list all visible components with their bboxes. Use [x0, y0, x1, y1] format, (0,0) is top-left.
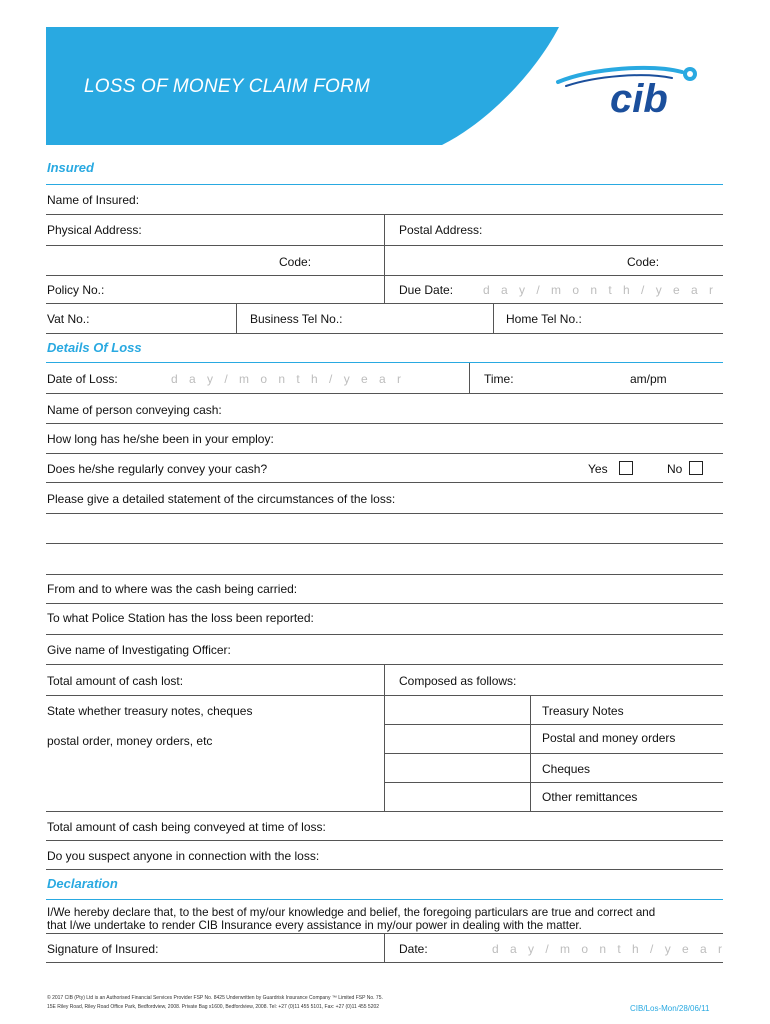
breakdown-other-remittances: Other remittances — [542, 790, 638, 804]
rule — [46, 333, 723, 334]
physical-address-label: Physical Address: — [47, 223, 142, 237]
declaration-text-line-1: I/We hereby declare that, to the best of my/our knowledge and belief, the foregoing particulars are true and correct and — [47, 906, 656, 919]
details-heading-rule — [46, 362, 723, 363]
from-to-label: From and to where was the cash being carried: — [47, 582, 298, 596]
policy-no-label: Policy No.: — [47, 283, 105, 297]
person-conveying-label: Name of person conveying cash: — [47, 403, 222, 417]
section-declaration-heading: Declaration — [47, 876, 118, 891]
due-date-placeholder[interactable]: d a y / m o n t h / y e a r — [483, 283, 718, 297]
statement-label: Please give a detailed statement of the circumstances of the loss: — [47, 492, 396, 506]
statement-line-2[interactable] — [46, 543, 723, 544]
rule — [46, 423, 723, 424]
declaration-text-line-2: that I/we undertake to render CIB Insurance every assistance in my/our power in dealing with the matter. — [47, 919, 582, 932]
date-of-loss-label: Date of Loss: — [47, 372, 118, 386]
insured-heading-rule — [46, 184, 723, 185]
breakdown-cheques: Cheques — [542, 762, 591, 776]
rule — [46, 634, 723, 635]
cib-logo — [552, 60, 712, 125]
rule — [46, 811, 723, 812]
rule — [46, 869, 723, 870]
time-label: Time: — [484, 372, 514, 386]
vat-no-label: Vat No.: — [47, 312, 90, 326]
postal-order-label: postal order, money orders, etc — [47, 734, 213, 748]
rule — [46, 603, 723, 604]
section-insured-heading: Insured — [47, 160, 94, 175]
breakdown-treasury-notes: Treasury Notes — [542, 704, 624, 718]
declaration-date-placeholder[interactable]: d a y / m o n t h / y e a r — [492, 942, 727, 956]
total-lost-label: Total amount of cash lost: — [47, 674, 184, 688]
state-whether-label: State whether treasury notes, cheques — [47, 704, 253, 718]
rule — [46, 245, 723, 246]
breakdown-postal-money-orders: Postal and money orders — [542, 731, 676, 745]
footer-line-1: © 2017 CIB (Pty) Ltd is an Authorised Financial Services Provider FSP No. 8425 Underwritten by Guardrisk Insurance Company ™ Limited FSP No. 75. — [47, 995, 383, 1001]
time-divider — [469, 363, 470, 393]
composed-divider — [384, 664, 385, 811]
date-of-loss-placeholder[interactable]: d a y / m o n t h / y e a r — [171, 372, 406, 386]
rule — [46, 962, 723, 963]
footer-reference: CIB/Los-Mon/28/06/11 — [630, 1004, 710, 1013]
police-station-label: To what Police Station has the loss been reported: — [47, 611, 314, 625]
ampm-label: am/pm — [630, 372, 667, 386]
rule — [46, 393, 723, 394]
rule — [384, 753, 723, 754]
postal-address-label: Postal Address: — [399, 223, 483, 237]
address-divider — [384, 214, 385, 304]
rule — [384, 724, 723, 725]
vat-divider — [236, 303, 237, 334]
no-label: No — [667, 462, 683, 476]
total-conveyed-label: Total amount of cash being conveyed at time of loss: — [47, 820, 326, 834]
declaration-heading-rule — [46, 899, 723, 900]
yes-checkbox[interactable] — [619, 461, 633, 475]
rule — [384, 782, 723, 783]
no-checkbox[interactable] — [689, 461, 703, 475]
name-of-insured-label: Name of Insured: — [47, 193, 140, 207]
composed-label: Composed as follows: — [399, 674, 517, 688]
how-long-label: How long has he/she been in your employ: — [47, 432, 274, 446]
tel-divider — [493, 303, 494, 334]
rule — [46, 695, 723, 696]
rule — [46, 303, 723, 304]
signature-divider — [384, 933, 385, 962]
suspect-label: Do you suspect anyone in connection with the loss: — [47, 849, 320, 863]
footer-line-2: 15E Riley Road, Riley Road Office Park, Bedfordview, 2008. Private Bag x1600, Bedfordview, 2008. Tel: +27 (0)11 455 5101, Fax: +27 (0)11 455 5202 — [47, 1004, 380, 1010]
section-details-heading: Details Of Loss — [47, 340, 142, 355]
rule — [46, 453, 723, 454]
due-date-label: Due Date: — [399, 283, 454, 297]
rule — [46, 275, 723, 276]
statement-line-3[interactable] — [46, 574, 723, 575]
physical-code-label: Code: — [279, 255, 312, 269]
declaration-date-label: Date: — [399, 942, 428, 956]
statement-line-1[interactable] — [46, 513, 723, 514]
business-tel-label: Business Tel No.: — [250, 312, 343, 326]
investigating-officer-label: Give name of Investigating Officer: — [47, 643, 231, 657]
home-tel-label: Home Tel No.: — [506, 312, 582, 326]
svg-text:cib: cib — [610, 77, 668, 120]
rule — [46, 482, 723, 483]
yes-label: Yes — [588, 462, 608, 476]
postal-code-label: Code: — [627, 255, 660, 269]
regularly-convey-label: Does he/she regularly convey your cash? — [47, 462, 268, 476]
rule — [46, 840, 723, 841]
form-title: LOSS OF MONEY CLAIM FORM — [84, 76, 370, 97]
signature-label: Signature of Insured: — [47, 942, 159, 956]
